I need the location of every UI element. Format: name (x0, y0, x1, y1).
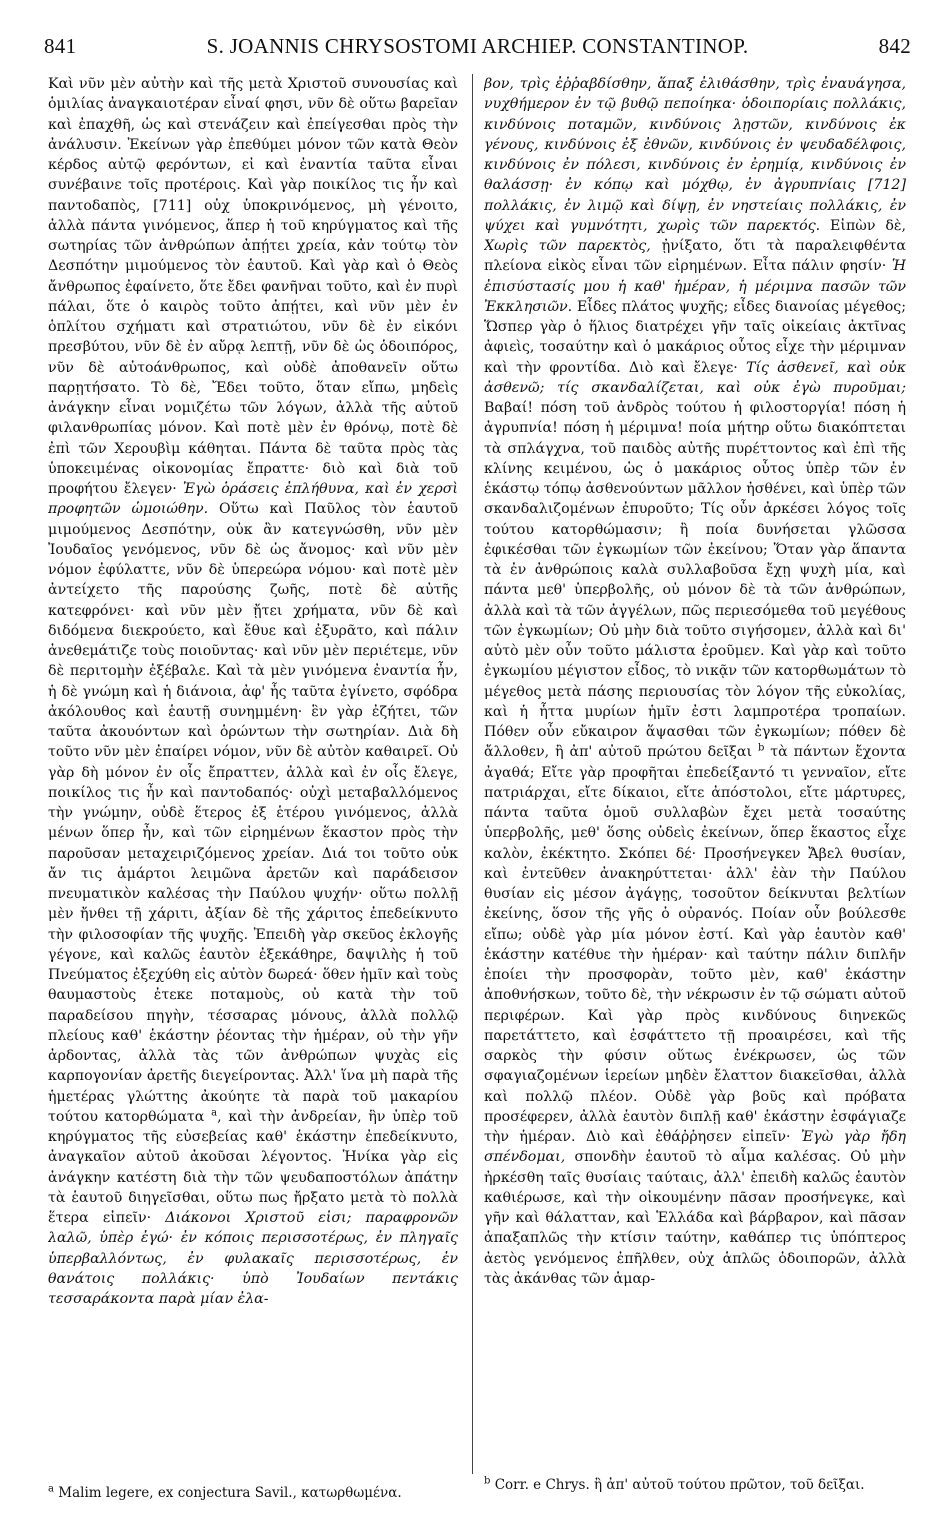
right-column-text-run: τὰ πάντων ἔχοντα ἀγαθά; Εἴτε γὰρ προφῆται ἐπεδείξαντό τι γενναῖον, εἴτε πατριάρχαι, εἴτε δίκαιοι, εἴτε ἀπόστολοι, εἴτε μάρτυρες, πάντα ταῦτα ὁμοῦ συλλαβὼν ἔχει μετὰ τοσαύτης ὑπερβολῆς, μεθ' ὅσης οὐδεὶς ἐκείνων, ὅπερ ἕκαστος εἶχε καλὸν, ἐκέκτητο. Σκόπει δέ· Προσήνεγκεν Ἄβελ θυσίαν, καὶ ἐντεῦθεν ἀνακηρύττεται· ἀλλ' ἐὰν τὴν Παύλου θυσίαν εἰς μέσον ἀγάγῃς, τοσοῦτον δείκνυται βελτίων ἐκείνης, ὅσον τῆς γῆς ὁ οὐρανός. Ποίαν οὖν βούλεσθε εἴπω; οὐδὲ γὰρ μία μόνον ἐστί. Καὶ γὰρ ἑαυτὸν καθ' ἑκάστην κατέθυε τὴν ἡμέραν· καὶ ταύτην πάλιν διπλῆν ἐποίει τὴν προσφορὰν, τοῦτο μὲν, καθ' ἑκάστην ἀποθνήσκων, τοῦτο δὲ, τὴν νέκρωσιν ἐν τῷ σώματι αὐτοῦ περιφέρων. Καὶ γὰρ πρὸς κινδύνους διηνεκῶς παρετάττετο, καὶ ἐσφάττετο τῇ προαιρέσει, καὶ τῆς σαρκὸς τὴν φύσιν οὕτως ἐνέκρωσεν, ὡς τῶν σφαγιαζομένων ἱερείων μηδὲν ἔλαττον διακεῖσθαι, ἀλλὰ καὶ πολλῷ πλέον. Οὐδὲ γὰρ βοῦς καὶ πρόβατα προσέφερεν, ἀλλὰ ἑαυτὸν διπλῇ καθ' ἑκάστην ἐσφάγιαζε τὴν ἡμέραν. Διὸ καὶ ἐθάῤῥησεν εἰπεῖν· (484, 744, 906, 1145)
footnotes (48, 1476, 906, 1526)
right-column-text-run: Εἶδες πλάτος ψυχῆς; εἶδες διανοίας μέγεθος; Ὥσπερ γὰρ ὁ ἥλιος διατρέχει γῆν ταῖς οἰκείαις ἀκτῖνας ἀφιεὶς, τοσαύτην καὶ ὁ μακάριος οὗτος εἶχε τὴν μέριμναν καὶ τὴν φροντίδα. Διὸ καὶ ἔλεγε· (484, 298, 906, 376)
left-column-footnote-ref: a (211, 1107, 218, 1119)
footnote-a-marker: a (48, 1483, 54, 1495)
right-column-quotation: Τίς ἀσθενεῖ, καὶ οὐκ ἀσθενῶ; τίς σκανδαλίζεται, καὶ οὐκ ἐγὼ πυροῦμαι; (484, 359, 906, 396)
running-title: S. JOANNIS CHRYSOSTOMI ARCHIEP. CONSTANTINOP. (206, 34, 749, 58)
right-column-footnote-ref: b (757, 742, 765, 754)
left-page-number: 841 (44, 34, 77, 58)
right-column (484, 74, 906, 1474)
right-column-text-run: ᾐνίξατο, ὅτι τὰ παραλειφθέντα πλείονα εἰκὸς εἶναι τῶν εἰρημένων. Εἶτα πάλιν φησίν· (484, 238, 906, 275)
right-column-quotation: βον, τρὶς ἐῤῥαβδίσθην, ἅπαξ ἐλιθάσθην, τρὶς ἐναυάγησα, νυχθήμερον ἐν τῷ βυθῷ πεποίηκα· ὁδοιπορίαις πολλάκις, κινδύνοις ποταμῶν, κινδύνοις λῃστῶν, κινδύνοις ἐκ γένους, κινδύνοις ἐξ ἐθνῶν, κινδύνοις ἐν ψευδαδέλφοις, κινδύνοις ἐν πόλεσι, κινδύνοις ἐν ἐρημίᾳ, κινδύνοις ἐν θαλάσσῃ· ἐν κόπῳ καὶ μόχθῳ, ἐν ἀγρυπνίαις [712] πολλάκις, ἐν λιμῷ καὶ δίψῃ, ἐν νηστείαις πολλάκις, ἐν ψύχει καὶ γυμνότητι, χωρὶς τῶν παρεκτός. (484, 76, 906, 234)
right-column-text (484, 74, 906, 1289)
left-column-quotation: Ἐγὼ ὁράσεις ἐπλήθυνα, καὶ ἐν χερσὶ προφητῶν ὡμοιώθην. (48, 481, 458, 518)
left-column-text-run: , καὶ τὴν ἀνδρείαν, ἣν ὑπὲρ τοῦ κηρύγματος τῆς εὐσεβείας καθ' ἑκάστην ἐπεδείκνυτο, ἀναγκαῖον αὐτοῦ ἀκοῦσαι λέγοντος. Ἡνίκα γὰρ εἰς ἀνάγκην κατέστη διὰ τὴν τῶν ψευδαποστόλων ἀπάτην τὰ ἑαυτοῦ διηγεῖσθαι, οὕτω πως ἤρξατο μετὰ τὸ πολλὰ ἕτερα εἰπεῖν· (48, 1108, 458, 1226)
right-column-quotation: Χωρὶς τῶν παρεκτὸς, (484, 238, 651, 254)
right-column-quotation: Ἐγὼ γὰρ ἤδη σπένδομαι, (484, 1129, 906, 1166)
right-column-text-run: Βαβαί! πόση τοῦ ἀνδρὸς τούτου ἡ φιλοστοργία! πόση ἡ ἀγρυπνία! πόση ἡ μέριμνα! ποία μήτηρ οὕτω διακόπτεται τὰ σπλάγχνα, τοῦ παιδὸς αὐτῆς πυρέττοντος καὶ ἐπὶ τῆς κλίνης κειμένου, ὡς ὁ μακάριος οὗτος ὑπὲρ τῶν ἐν ἑκάστῳ τόπῳ ἀσθενούντων μᾶλλον ἠσθένει, καὶ ὑπὲρ τῶν σκανδαλιζομένων ἐπυροῦτο; Τίς οὖν ἀρκέσει λόγος τοῖς τούτου κατορθώμασιν; ἢ ποία δυνήσεται γλῶσσα ἐφικέσθαι τῶν ἐγκωμίων τῶν ἐκείνου; Ὅταν γὰρ ἅπαντα τὰ ἐν ἀνθρώποις καλὰ συλλαβοῦσα ἔχῃ ψυχὴ μία, καὶ πάντα μεθ' ὑπερβολῆς, οὐ μόνον δὲ τὰ τῶν ἀνθρώπων, ἀλλὰ καὶ τὰ τῶν ἀγγέλων, πῶς περιεσόμεθα τοῦ μεγέθους τῶν ἐγκωμίων; Οὐ μὴν διὰ τοῦτο σιγήσομεν, ἀλλὰ καὶ δι' αὐτὸ μὲν οὖν τοῦτο μάλιστα ἐροῦμεν. Καὶ γὰρ καὶ τοῦτο ἐγκωμίου μέγιστον εἶδος, τὸ νικᾷν τῶν κατορθωμάτων τὸ μέγεθος μετὰ πάσης περιουσίας τὸν λόγον τῆς εὐκολίας, καὶ ἡ ἧττα μυρίων ἡμῖν ἐστι λαμπροτέρα τροπαίων. Πόθεν οὖν εὔκαιρον ἅψασθαι τῶν ἐγκωμίων; πόθεν δὲ ἄλλοθεν, ἢ ἀπ' αὐτοῦ πρώτου δεῖξαι (484, 400, 906, 761)
footnote-a-text: Malim legere, ex conjectura Savil., κατωρθωμένα. (53, 1485, 402, 1501)
left-column (48, 74, 458, 1474)
right-column-quotation: Ἡ ἐπισύστασίς μου ἡ καθ' ἡμέραν, ἡ μέριμνα πασῶν τῶν Ἐκκλησιῶν. (484, 258, 906, 315)
footnote-a (48, 1484, 458, 1502)
running-header (44, 26, 911, 60)
left-column-text-run: Καὶ νῦν μὲν αὐτὴν καὶ τῆς μετὰ Χριστοῦ συνουσίας καὶ ὁμιλίας ἀναγκαιοτέραν εἶναί φησι, νῦν δὲ οὕτω βαρεῖαν καὶ ἐπαχθῆ, ὡς καὶ στενάζειν καὶ ἐπείγεσθαι πρὸς τὴν ἀνάλυσιν. Ἐκείνων γὰρ ἐπεθύμει μόνον τῶν κατὰ Θεὸν κέρδος αὐτῷ φερόντων, εἰ καὶ ἐναντία ταῦτα εἶναι συνέβαινε τοῖς προτέροις. Καὶ γὰρ ποικίλος τις ἦν καὶ παντοδαπὸς, [711] οὐχ ὑποκρινόμενος, μὴ γένοιτο, ἀλλὰ πάντα γινόμενος, ἅπερ ἡ τοῦ κηρύγματος καὶ τῆς σωτηρίας τῶν ἀνθρώπων ἀπῄτει χρεία, κἀν τούτῳ τὸν Δεσπότην μιμούμενος τὸν ἑαυτοῦ. Καὶ γὰρ καὶ ὁ Θεὸς ἄνθρωπος ἐφαίνετο, ὅτε ἔδει φανῆναι τοῦτο, καὶ ἐν πυρὶ πάλαι, ὅτε ὁ καιρὸς τοῦτο ἀπῄτει, καὶ νῦν μὲν ἐν ὁπλίτου σχήματι καὶ στρατιώτου, νῦν δὲ ἐν εἰκόνι πρεσβύτου, νῦν δὲ ἐν αὔρᾳ λεπτῇ, νῦν δὲ ὡς ὁδοιπόρος, νῦν δὲ αὐτοάνθρωπος, καὶ οὐδὲ ἀποθανεῖν οὕτω παρῃτήσατο. Τὸ δὲ, Ἔδει τοῦτο, ὅταν εἴπω, μηδεὶς ἀνάγκην εἶναι νομιζέτω τῶν λόγων, ἀλλὰ τῆς αὐτοῦ φιλανθρωπίας μόνον. Καὶ ποτὲ μὲν ἐν θρόνῳ, ποτὲ δὲ ἐπὶ τῶν Χερουβὶμ κάθηται. Πάντα δὲ ταῦτα πρὸς τὰς ὑποκειμένας οἰκονομίας ἔπραττε· διὸ καὶ διὰ τοῦ προφήτου ἔλεγεν· (48, 76, 458, 497)
left-column-quotation: Διάκονοι Χριστοῦ εἰσι; παραφρονῶν λαλῶ, ὑπὲρ ἐγώ· ἐν κόποις περισσοτέρως, ἐν πληγαῖς ὑπερβαλλόντως, ἐν φυλακαῖς περισσοτέρως, ἐν θανάτοις πολλάκις· ὑπὸ Ἰουδαίων πεντάκις τεσσαράκοντα παρὰ μίαν ἐλα- (48, 1210, 458, 1307)
right-column-text-run: σπονδὴν ἑαυτοῦ τὸ αἷμα καλέσας. Οὐ μὴν ἠρκέσθη ταῖς θυσίαις ταύταις, ἀλλ' ἐπειδὴ καλῶς ἑαυτὸν καθιέρωσε, καὶ τὴν οἰκουμένην πᾶσαν προσήνεγκε, καὶ γῆν καὶ θάλατταν, καὶ Ἑλλάδα καὶ βάρβαρον, καὶ πᾶσαν ἁπαξαπλῶς τὴν κτίσιν ταύτην, καθάπερ τις ὑπόπτερος ἀετὸς γενόμενος ἐπῆλθεν, οὐχ ἁπλῶς ὁδοιπορῶν, ἀλλὰ τὰς ἀκάνθας τῶν ἁμαρ- (484, 1149, 906, 1287)
right-page-number: 842 (878, 34, 911, 58)
footnote-b (484, 1476, 906, 1494)
footnote-b-marker: b (484, 1475, 491, 1487)
footnote-b-text: Corr. e Chrys. ἢ ἀπ' αὐτοῦ τούτου πρῶτον, τοῦ δεῖξαι. (490, 1477, 865, 1493)
text-columns (48, 74, 906, 1474)
left-column-text-run: Οὕτω καὶ Παῦλος τὸν ἑαυτοῦ μιμούμενος Δεσπότην, οὐκ ἂν κατεγνώσθη, νῦν μὲν Ἰουδαῖος γενόμενος, νῦν δὲ ὡς ἄνομος· καὶ νῦν μὲν νόμον ἐφύλαττε, νῦν δὲ ὑπερεώρα νόμου· καὶ ποτὲ μὲν ἀντείχετο τῆς παρούσης ζωῆς, ποτὲ δὲ αὐτῆς κατεφρόνει· καὶ νῦν μὲν ᾔτει χρήματα, νῦν δὲ καὶ διδόμενα διεκρούετο, καὶ ἔθυε καὶ ἐξυρᾶτο, καὶ πάλιν ἀνεθεμάτιζε τοὺς ποιοῦντας· καὶ νῦν μὲν περιέτεμε, νῦν δὲ περιτομὴν ἐξέβαλε. Καὶ τὰ μὲν γινόμενα ἐναντία ἦν, ἡ δὲ γνώμη καὶ ἡ διάνοια, ἀφ' ἧς ταῦτα ἐγίνετο, σφόδρα ἀκόλουθος καὶ ἑαυτῇ συνημμένη· ἓν γὰρ ἐζήτει, τῶν ταῦτα ἀκουόντων καὶ ὁρώντων τὴν σωτηρίαν. Διὰ δὴ τοῦτο νῦν μὲν ἐπαίρει νόμον, νῦν δὲ αὐτὸν καθαιρεῖ. Οὐ γὰρ δὴ μόνον ἐν οἷς ἔπραττεν, ἀλλὰ καὶ ἐν οἷς ἔλεγε, ποικίλος τις ἦν καὶ παντοδαπός· οὐχὶ μεταβαλλόμενος τὴν γνώμην, οὐδὲ ἕτερος ἐξ ἑτέρου γινόμενος, ἀλλὰ μένων ὅπερ ἦν, καὶ τῶν εἰρημένων ἕκαστον πρὸς τὴν παροῦσαν μεταχειριζόμενος χρείαν. Διά τοι τοῦτο οὐκ ἄν τις ἁμάρτοι λειμῶνα ἀρετῶν καὶ παράδεισον πνευματικὸν καλέσας τὴν Παύλου ψυχήν· οὕτω πολλῇ μὲν ἤνθει τῇ χάριτι, ἀξίαν δὲ τῆς χάριτος ἐπεδείκνυτο τὴν φιλοσοφίαν τῆς ψυχῆς. Ἐπειδὴ γὰρ σκεῦος ἐκλογῆς γέγονε, καὶ καλῶς ἑαυτὸν ἐξεκάθηρε, δαψιλὴς ἡ τοῦ Πνεύματος ἐξεχύθη εἰς αὐτὸν δωρεά· ὅθεν ἡμῖν καὶ τοὺς θαυμαστοὺς ἐτεκε ποταμοὺς, οὐ κατὰ τὴν τοῦ παραδείσου πηγὴν, τέσσαρας μόνους, ἀλλὰ πολλῷ πλείους καθ' ἑκάστην ῥέοντας τὴν ἡμέραν, οὐ τὴν γῆν ἀρδοντας, ἀλλὰ τὰς τῶν ἀνθρώπων ψυχὰς εἰς καρπογονίαν ἀρετῆς διεγείροντας. Ἀλλ' ἵνα μὴ παρὰ τῆς ἡμετέρας γλώττης ἀκούητε τὰ παρὰ τοῦ μακαρίου τούτου κατορθώματα (48, 501, 458, 1125)
column-divider (472, 74, 473, 1474)
right-column-text-run: Εἰπὼν δὲ, (820, 217, 906, 234)
left-column-text (48, 74, 458, 1309)
